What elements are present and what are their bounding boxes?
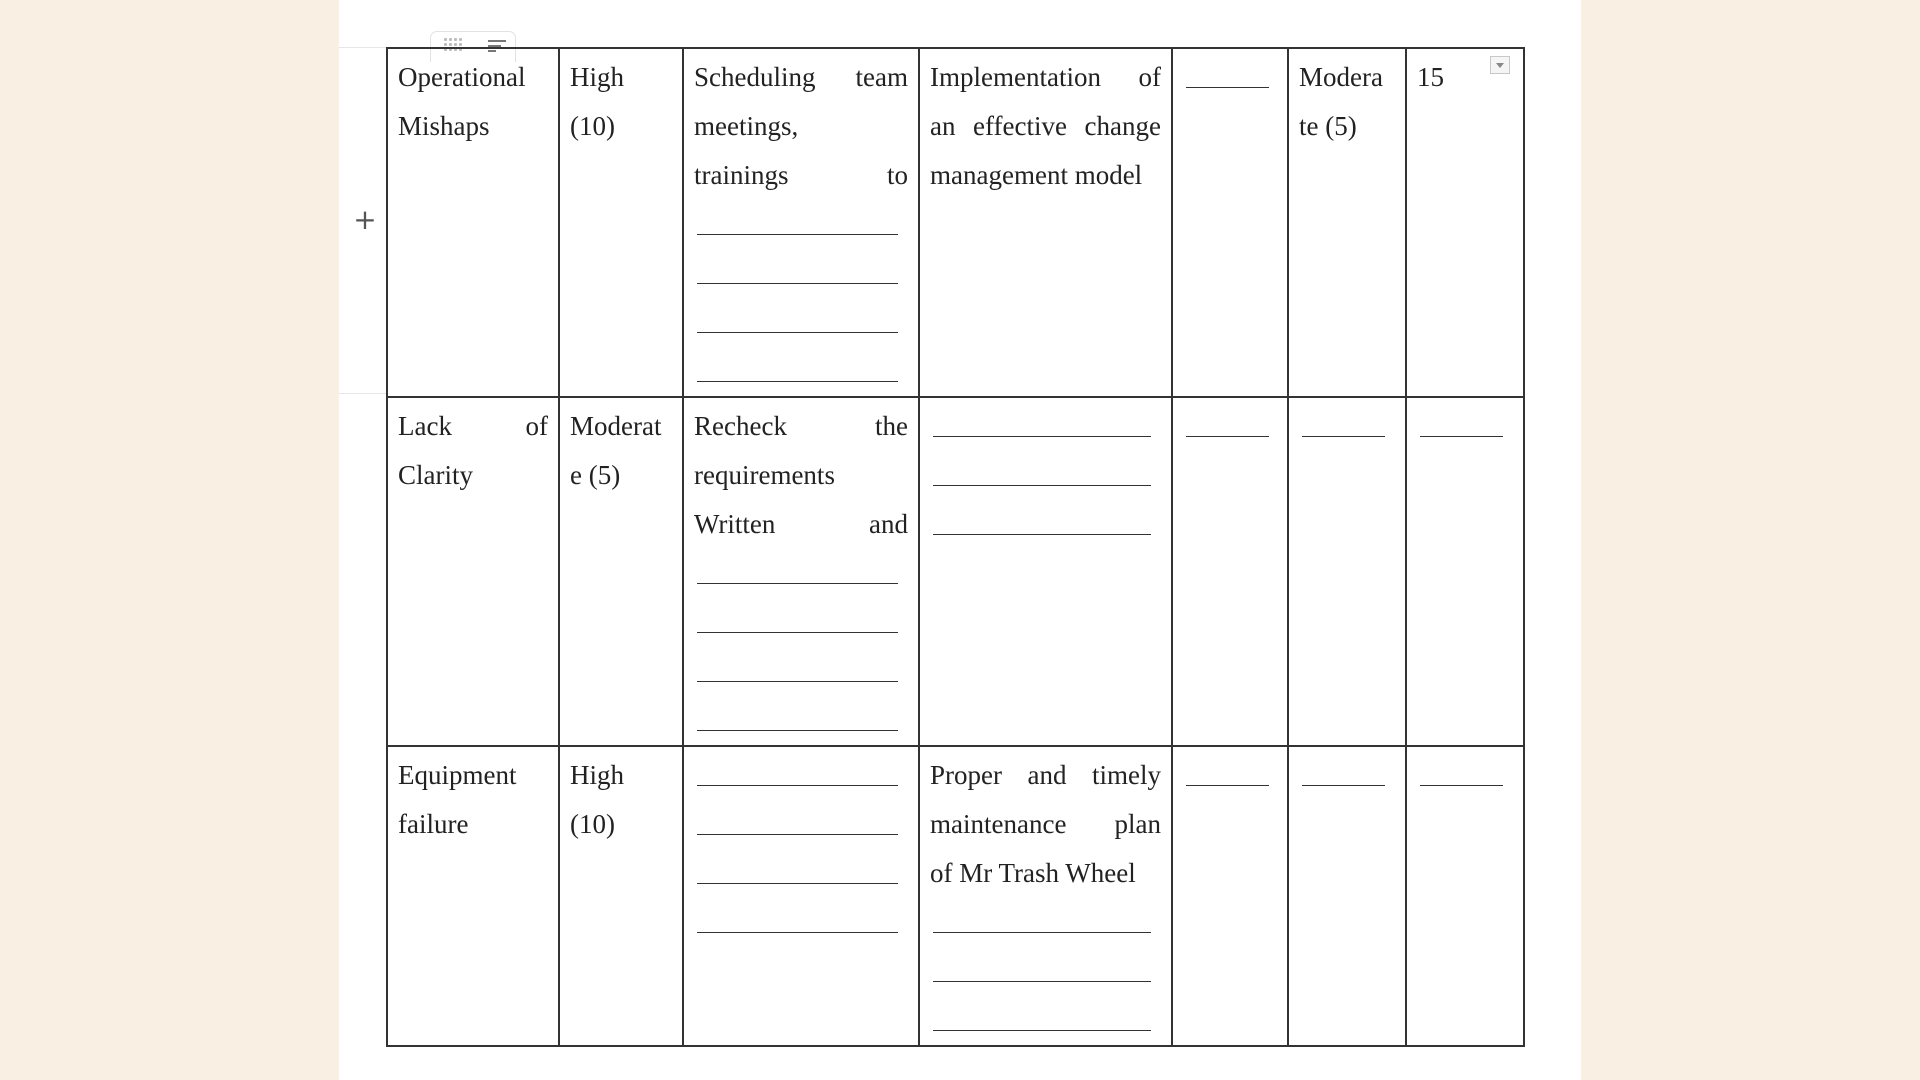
cell-text: 15: [1417, 62, 1444, 92]
blank-line: [1183, 751, 1277, 800]
action-cell[interactable]: [919, 397, 1172, 746]
risk-table: [386, 47, 1525, 1047]
blank-line: [694, 598, 908, 647]
blank-cell[interactable]: [1172, 746, 1288, 1046]
rating-cell[interactable]: [559, 48, 683, 397]
cell-text: High: [570, 62, 624, 92]
add-row-plus-icon[interactable]: +: [353, 203, 377, 236]
blank-cell[interactable]: [1288, 746, 1406, 1046]
cell-text: (10): [570, 809, 615, 839]
blank-line: [694, 751, 908, 800]
blank-cell[interactable]: [1172, 48, 1288, 397]
blank-line: [694, 347, 908, 396]
cell-text: Modera: [1299, 62, 1383, 92]
cell-text: Clarity: [398, 460, 473, 490]
blank-cell[interactable]: [1172, 397, 1288, 746]
blank-line: [930, 500, 1161, 549]
blank-line: [694, 549, 908, 598]
table-row: [387, 746, 1524, 1046]
cell-text: te (5): [1299, 111, 1357, 141]
cell-text: Scheduling team: [694, 62, 908, 92]
blank-line: [694, 200, 908, 249]
table-row: [387, 48, 1524, 397]
blank-line: [1183, 53, 1277, 102]
cell-text: management model: [930, 160, 1143, 190]
row-guide-line: [339, 47, 386, 48]
cell-text: Mishaps: [398, 111, 490, 141]
blank-line: [1299, 751, 1395, 800]
blank-line: [694, 898, 908, 947]
risk-cell[interactable]: [387, 48, 559, 397]
cell-text: Operational: [398, 62, 526, 92]
cell-text: failure: [398, 809, 469, 839]
residual-cell[interactable]: [1288, 48, 1406, 397]
dropdown-arrow-icon[interactable]: [1490, 56, 1510, 74]
cell-text: trainings to: [694, 160, 908, 190]
blank-line: [694, 696, 908, 745]
cell-text: maintenance plan: [930, 809, 1161, 839]
score-cell[interactable]: [1406, 48, 1524, 397]
blank-cell[interactable]: [1288, 397, 1406, 746]
blank-cell[interactable]: [1406, 397, 1524, 746]
cell-text: Implementation of: [930, 62, 1161, 92]
blank-line: [930, 947, 1161, 996]
cell-text: (10): [570, 111, 615, 141]
action-cell[interactable]: [919, 746, 1172, 1046]
mitigation-cell[interactable]: [683, 746, 919, 1046]
cell-text: High: [570, 760, 624, 790]
cell-text: Equipment: [398, 760, 517, 790]
blank-line: [930, 898, 1161, 947]
blank-line: [1417, 751, 1513, 800]
mitigation-cell[interactable]: [683, 48, 919, 397]
cell-text: Moderat: [570, 411, 662, 441]
blank-line: [694, 647, 908, 696]
cell-text: Recheck the: [694, 411, 908, 441]
cell-text: of Mr Trash Wheel: [930, 858, 1136, 888]
cell-text: e (5): [570, 460, 621, 490]
table-row: [387, 397, 1524, 746]
blank-line: [694, 249, 908, 298]
blank-cell[interactable]: [1406, 746, 1524, 1046]
action-cell[interactable]: [919, 48, 1172, 397]
cell-text: Written and: [694, 509, 908, 539]
mitigation-cell[interactable]: [683, 397, 919, 746]
cell-text: an effective change: [930, 111, 1161, 141]
blank-line: [930, 451, 1161, 500]
blank-line: [930, 996, 1161, 1045]
rating-cell[interactable]: [559, 746, 683, 1046]
blank-line: [694, 298, 908, 347]
cell-text: Proper and timely: [930, 760, 1161, 790]
rating-cell[interactable]: [559, 397, 683, 746]
risk-cell[interactable]: [387, 746, 559, 1046]
blank-line: [694, 800, 908, 849]
cell-text: requirements: [694, 460, 835, 490]
row-guide-line: [339, 393, 386, 394]
blank-line: [1417, 402, 1513, 451]
blank-line: [1183, 402, 1277, 451]
blank-line: [930, 402, 1161, 451]
risk-cell[interactable]: [387, 397, 559, 746]
blank-line: [1299, 402, 1395, 451]
blank-line: [694, 849, 908, 898]
cell-text: Lack of: [398, 411, 548, 441]
cell-text: meetings,: [694, 111, 799, 141]
